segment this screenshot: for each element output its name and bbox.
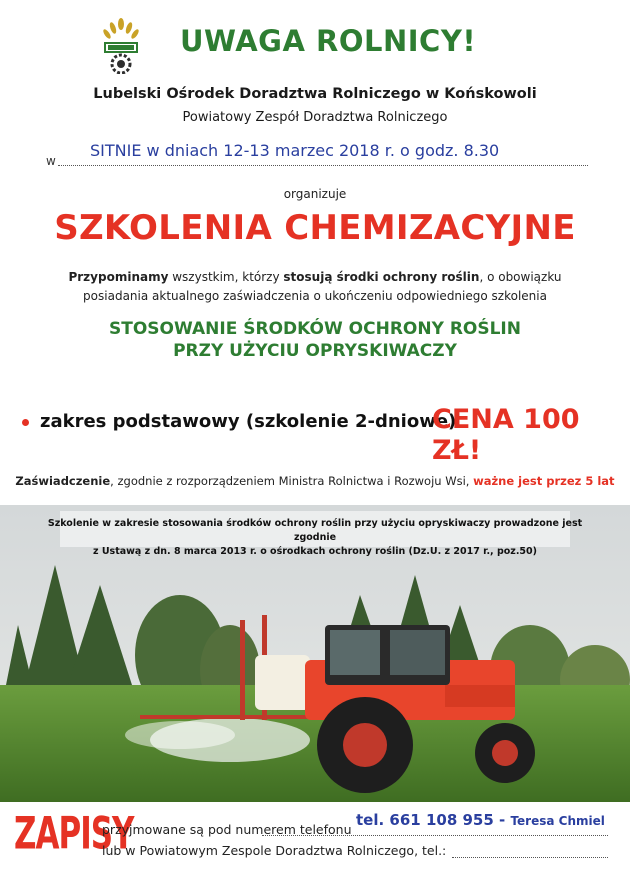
legal-basis-line2: z Ustawą z dn. 8 marca 2013 r. o ośrodkach ochrony roślin (Dz.U. z 2017 r., poz.50) <box>93 546 537 557</box>
certificate-note <box>0 474 630 488</box>
certificate-lead: Zaświadczenie <box>15 474 111 488</box>
organization-name: Lubelski Ośrodek Doradztwa Rolniczego w Końskowoli <box>93 86 537 102</box>
team-name: Powiatowy Zespół Doradztwa Rolniczego <box>182 110 448 125</box>
signup-label: ZAPISY <box>14 808 134 861</box>
course-scope: zakres podstawowy (szkolenie 2-dniowe) <box>40 411 457 432</box>
signup-line1: przyjmowane są pod numerem telefonu <box>102 822 352 837</box>
phone-text: tel. 661 108 955 - <box>356 811 511 829</box>
reminder-lead: Przypominamy <box>68 270 169 284</box>
office-phone-dotted-line <box>452 845 608 858</box>
certificate-text: , zgodnie z rozporządzeniem Ministra Rolnictwa i Rozwoju Wsi, <box>110 474 474 488</box>
location-prefix: w <box>46 154 56 168</box>
wheat-logo-icon <box>98 18 144 74</box>
legal-basis-line1: Szkolenie w zakresie stosowania środków ochrony roślin przy użyciu opryskiwaczy prowadzone jest zgodnie <box>47 518 583 543</box>
headline: SZKOLENIA CHEMIZACYJNE <box>54 208 576 248</box>
subtitle-line1: STOSOWANIE ŚRODKÓW OCHRONY ROŚLIN <box>109 319 521 339</box>
bullet-icon <box>22 419 29 426</box>
contact-name: Teresa Chmiel <box>510 814 605 828</box>
certificate-validity: ważne jest przez 5 lat <box>473 474 615 488</box>
subtitle <box>0 318 630 362</box>
price: CENA 100 ZŁ! <box>432 404 580 466</box>
organizes-text: organizuje <box>283 187 347 201</box>
reminder-part2: , o obowiązku <box>479 270 562 284</box>
signup-line2: lub w Powiatowym Zespole Doradztwa Rolniczego, tel.: <box>102 843 447 858</box>
reminder-part1: wszystkim, którzy <box>168 270 284 284</box>
page-title: UWAGA ROLNICY! <box>180 24 477 58</box>
location-date: SITNIE w dniach 12-13 marzec 2018 r. o godz. 8.30 <box>90 141 500 160</box>
reminder-emphasis: stosują środki ochrony roślin <box>283 270 480 284</box>
legal-basis-note <box>40 517 590 559</box>
reminder-line2: posiadania aktualnego zaświadczenia o ukończeniu odpowiedniego szkolenia <box>83 289 547 303</box>
reminder-text <box>40 268 590 306</box>
subtitle-line2: PRZY UŻYCIU OPRYSKIWACZY <box>173 341 457 361</box>
phone-number <box>356 811 608 829</box>
